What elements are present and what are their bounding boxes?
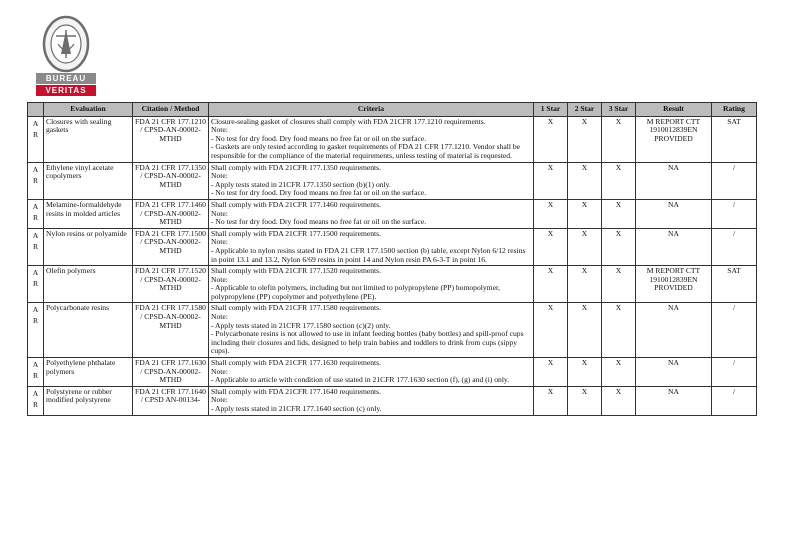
ar-a: A (32, 305, 39, 315)
criteria-line: Note: (211, 171, 228, 181)
bureau-veritas-logo (32, 14, 100, 98)
table-row (28, 358, 757, 387)
header-blank (28, 103, 44, 117)
criteria-line: Shall comply with FDA 21CFR 177.1350 requirements. (211, 162, 382, 172)
star1-cell: X (534, 303, 568, 358)
ar-r: R (32, 279, 39, 289)
criteria-line: Shall comply with FDA 21CFR 177.1460 requirements. (211, 199, 382, 209)
ar-a: A (32, 268, 39, 278)
star2-cell: X (568, 266, 602, 303)
criteria-line: Shall comply with FDA 21CFR 177.1640 requirements. (211, 386, 382, 396)
rating-cell: / (712, 358, 757, 387)
criteria-line: - Polycarbonate resins is not allowed to use in infant feeding bottles (baby bottles) and spill-proof cups including their closures and lids, designed to help train babies and toddlers to drink from cups (sippy cups). (211, 329, 524, 356)
criteria-line: Shall comply with FDA 21CFR 177.1500 requirements. (211, 228, 382, 238)
ar-r: R (32, 371, 39, 381)
ar-cell (28, 116, 44, 162)
criteria-line: - Applicable to article with condition of use stated in 21CFR 177.1630 section (f), (g) and (i) only. (211, 375, 510, 385)
ar-r: R (32, 129, 39, 139)
table-row (28, 266, 757, 303)
table-row (28, 199, 757, 228)
star3-cell: X (602, 199, 636, 228)
ar-a: A (32, 360, 39, 370)
table-body (28, 116, 757, 415)
ar-cell (28, 386, 44, 415)
star1-cell: X (534, 266, 568, 303)
star1-cell: X (534, 162, 568, 199)
result-cell: M REPORT CTT 1910012839EN PROVIDED (636, 116, 712, 162)
table-row (28, 116, 757, 162)
result-cell: NA (636, 162, 712, 199)
ar-r: R (32, 212, 39, 222)
header-citation: Citation / Method (133, 103, 209, 117)
table-row (28, 228, 757, 265)
header-result: Result (636, 103, 712, 117)
criteria-line: Shall comply with FDA 21CFR 177.1630 requirements. (211, 358, 382, 368)
ar-r: R (32, 175, 39, 185)
result-cell: M REPORT CTT 1910012839EN PROVIDED (636, 266, 712, 303)
ar-cell (28, 358, 44, 387)
criteria-line: Shall comply with FDA 21CFR 177.1520 requirements. (211, 266, 382, 276)
star3-cell: X (602, 116, 636, 162)
criteria-cell (209, 358, 534, 387)
criteria-line: - Apply tests stated in 21CFR 177.1640 section (c) only. (211, 404, 382, 413)
header-evaluation: Evaluation (44, 103, 133, 117)
criteria-line: Shall comply with FDA 21CFR 177.1580 requirements. (211, 303, 382, 313)
star3-cell: X (602, 162, 636, 199)
criteria-line: Note: (211, 395, 228, 405)
table-row (28, 162, 757, 199)
rating-cell: / (712, 303, 757, 358)
criteria-line: - Apply tests stated in 21CFR 177.1350 section (b)(1) only. (211, 179, 391, 189)
criteria-line: Note: (211, 208, 228, 218)
rating-cell: / (712, 162, 757, 199)
rating-cell: SAT (712, 266, 757, 303)
criteria-line: Closure-sealing gasket of closures shall comply with FDA 21CFR 177.1210 requirements. (211, 116, 486, 126)
result-cell: NA (636, 228, 712, 265)
rating-cell: SAT (712, 116, 757, 162)
criteria-cell (209, 162, 534, 199)
star1-cell: X (534, 199, 568, 228)
citation-cell: FDA 21 CFR 177.1350 / CPSD-AN-00002-MTHD (133, 162, 209, 199)
ar-a: A (32, 118, 39, 128)
criteria-line: - No test for dry food. Dry food means no free fat or oil on the surface. (211, 188, 427, 198)
evaluation-cell: Melamine-formaldehyde resins in molded articles (44, 199, 133, 228)
star2-cell: X (568, 116, 602, 162)
result-cell: NA (636, 386, 712, 415)
criteria-cell (209, 266, 534, 303)
brand-name-veritas: VERITAS (36, 85, 96, 96)
criteria-line: Note: (211, 237, 228, 247)
citation-cell: FDA 21 CFR 177.1520 / CPSD-AN-00002-MTHD (133, 266, 209, 303)
criteria-cell (209, 199, 534, 228)
table-row (28, 386, 757, 415)
star3-cell: X (602, 303, 636, 358)
criteria-line: - Applicable to olefin polymers, including but not limited to polypropylene (PP) homopolymer, polypropylene (PP) copolymer and polyethylene (PE). (211, 283, 501, 301)
citation-cell: FDA 21 CFR 177.1460 / CPSD-AN-00002-MTHD (133, 199, 209, 228)
criteria-line: - Applicable to nylon resins stated in FDA 21 CFR 177.1500 section (b) table, except Nylon 6/12 resins in point 13.1 and 13.2, Nylon 6/69 resins in point 14 and Nylon resin PA 6-3-T in point 16. (211, 245, 526, 264)
star2-cell: X (568, 162, 602, 199)
ar-cell (28, 199, 44, 228)
star3-cell: X (602, 228, 636, 265)
star2-cell: X (568, 228, 602, 265)
ar-a: A (32, 388, 39, 398)
evaluation-cell: Closures with sealing gaskets (44, 116, 133, 162)
star2-cell: X (568, 386, 602, 415)
criteria-cell (209, 386, 534, 415)
result-cell: NA (636, 303, 712, 358)
result-cell: NA (636, 358, 712, 387)
criteria-line: Note: (211, 312, 228, 322)
criteria-line: - No test for dry food. Dry food means no free fat or oil on the surface. (211, 217, 427, 227)
star3-cell: X (602, 358, 636, 387)
criteria-line: Note: (211, 274, 228, 284)
evaluation-cell: Polyethylene phthalate polymers (44, 358, 133, 387)
rating-cell: / (712, 386, 757, 415)
evaluation-cell: Ethylene vinyl acetate copolymers (44, 162, 133, 199)
criteria-table (27, 102, 757, 416)
star1-cell: X (534, 228, 568, 265)
brand-name-bureau: BUREAU (36, 73, 96, 84)
ar-a: A (32, 201, 39, 211)
ar-cell (28, 303, 44, 358)
ar-r: R (32, 316, 39, 326)
header-star1: 1 Star (534, 103, 568, 117)
header-rating: Rating (712, 103, 757, 117)
ar-r: R (32, 399, 39, 409)
star3-cell: X (602, 386, 636, 415)
ar-cell (28, 228, 44, 265)
criteria-cell (209, 116, 534, 162)
star2-cell: X (568, 358, 602, 387)
criteria-line: - Gaskets are only tested according to gasket requirements of FDA 21 CFR 177.1210. Vendor shall be responsible for the compliance of the material requirements, unless testing of material is requested. (211, 142, 521, 160)
criteria-line: Note: (211, 366, 228, 376)
citation-cell: FDA 21 CFR 177.1580 / CPSD-AN-00002-MTHD (133, 303, 209, 358)
citation-cell: FDA 21 CFR 177.1210 / CPSD-AN-00002-MTHD (133, 116, 209, 162)
ar-a: A (32, 230, 39, 240)
criteria-line: - No test for dry food. Dry food means no free fat or oil on the surface. (211, 133, 427, 143)
citation-cell: FDA 21 CFR 177.1630 / CPSD-AN-00002-MTHD (133, 358, 209, 387)
criteria-cell (209, 303, 534, 358)
rating-cell: / (712, 199, 757, 228)
ar-r: R (32, 241, 39, 251)
table-row (28, 303, 757, 358)
criteria-line: Note: (211, 125, 228, 135)
star2-cell: X (568, 199, 602, 228)
citation-cell: FDA 21 CFR 177.1500 / CPSD-AN-00002-MTHD (133, 228, 209, 265)
ar-cell (28, 162, 44, 199)
header-criteria: Criteria (209, 103, 534, 117)
result-cell: NA (636, 199, 712, 228)
criteria-line: - Apply tests stated in 21CFR 177.1580 section (c)(2) only. (211, 320, 391, 330)
table-header-row (28, 103, 757, 117)
criteria-cell (209, 228, 534, 265)
evaluation-cell: Olefin polymers (44, 266, 133, 303)
ar-a: A (32, 164, 39, 174)
header-star3: 3 Star (602, 103, 636, 117)
ar-cell (28, 266, 44, 303)
star1-cell: X (534, 358, 568, 387)
evaluation-cell: Polystyrene or rubber modified polystyrene (44, 386, 133, 415)
star1-cell: X (534, 116, 568, 162)
header-star2: 2 Star (568, 103, 602, 117)
star1-cell: X (534, 386, 568, 415)
evaluation-cell: Nylon resins or polyamide (44, 228, 133, 265)
rating-cell: / (712, 228, 757, 265)
evaluation-cell: Polycarbonate resins (44, 303, 133, 358)
star2-cell: X (568, 303, 602, 358)
citation-cell: FDA 21 CFR 177.1640 / CPSD AN-00134- (133, 386, 209, 415)
star3-cell: X (602, 266, 636, 303)
